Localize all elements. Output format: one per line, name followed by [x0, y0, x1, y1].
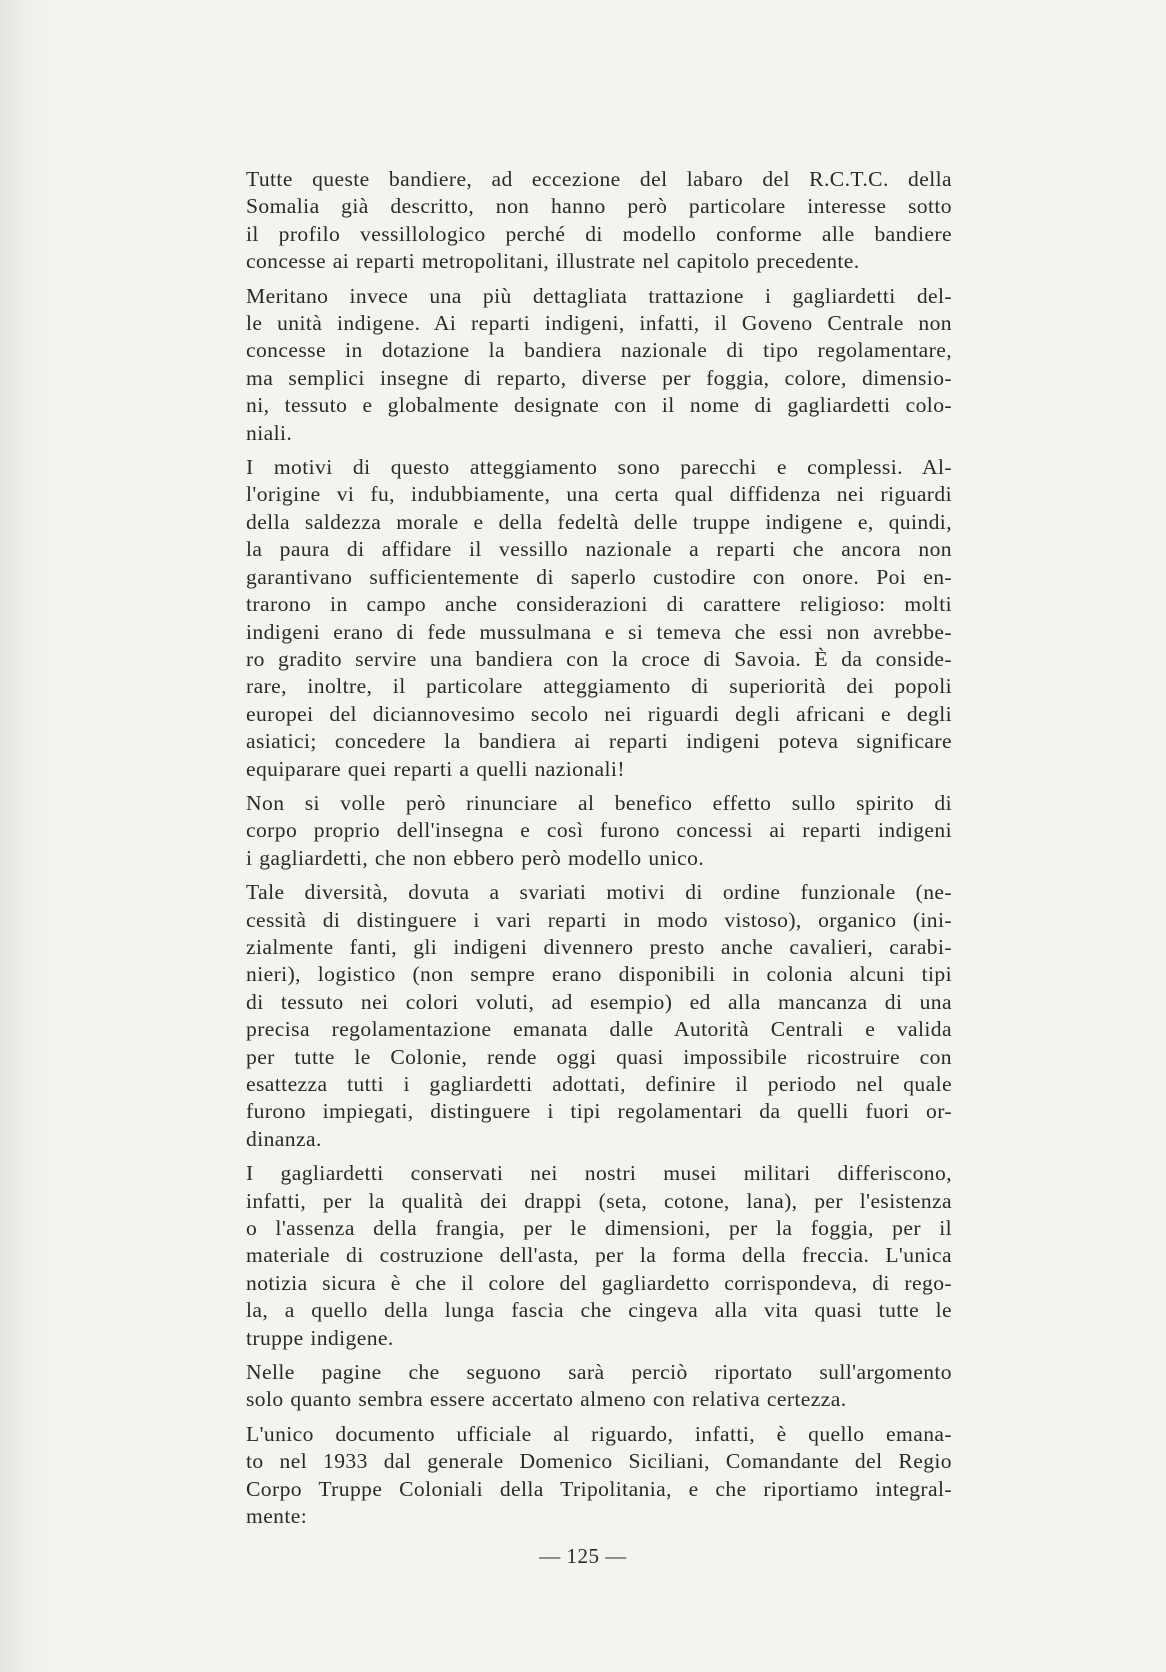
- text-line: rare, inoltre, il particolare atteggiamento di superiorità dei popoli: [246, 674, 952, 699]
- text-line: equiparare quei reparti a quelli nazionali!: [246, 756, 625, 781]
- text-line: cessità di distinguere i vari reparti in modo vistoso), organico (ini-: [246, 907, 952, 932]
- text-line: furono impiegati, distinguere i tipi regolamentari da quelli fuori or-: [246, 1099, 952, 1124]
- paragraph: [246, 1160, 952, 1352]
- text-line: Nelle pagine che seguono sarà perciò riportato sull'argomento: [246, 1360, 952, 1385]
- text-line: concesse ai reparti metropolitani, illustrate nel capitolo precedente.: [246, 249, 860, 274]
- text-line: ni, tessuto e globalmente designate con il nome di gagliardetti colo-: [246, 393, 952, 418]
- text-line: Non si volle però rinunciare al benefico effetto sullo spirito di: [246, 790, 952, 815]
- text-line: indigeni erano di fede mussulmana e si temeva che essi non avrebbe-: [246, 619, 952, 644]
- text-line: europei del diciannovesimo secolo nei riguardi degli africani e degli: [246, 701, 952, 726]
- text-line: l'origine vi fu, indubbiamente, una certa qual diffidenza nei riguardi: [246, 482, 952, 507]
- text-line: le unità indigene. Ai reparti indigeni, infatti, il Goveno Centrale non: [246, 311, 952, 336]
- text-line: per tutte le Colonie, rende oggi quasi impossibile ricostruire con: [246, 1044, 952, 1069]
- text-line: I motivi di questo atteggiamento sono parecchi e complessi. Al-: [246, 455, 952, 480]
- text-line: solo quanto sembra essere accertato almeno con relativa certezza.: [246, 1387, 847, 1412]
- text-line: mente:: [246, 1504, 308, 1529]
- text-line: truppe indigene.: [246, 1325, 394, 1350]
- paragraph: [246, 879, 952, 1153]
- text-line: Corpo Truppe Coloniali della Tripolitania, e che riportiamo integral-: [246, 1476, 952, 1501]
- text-line: zialmente fanti, gli indigeni divennero presto anche cavalieri, carabi-: [246, 934, 952, 959]
- text-line: della saldezza morale e della fedeltà delle truppe indigene e, quindi,: [246, 509, 952, 534]
- page-number: — 125 —: [539, 1544, 627, 1568]
- body-text: [246, 166, 952, 1538]
- text-line: niali.: [246, 420, 293, 445]
- text-line: infatti, per la qualità dei drappi (seta, cotone, lana), per l'esistenza: [246, 1188, 952, 1213]
- paragraph: [246, 283, 952, 447]
- paragraph: [246, 1421, 952, 1531]
- text-line: corpo proprio dell'insegna e così furono concessi ai reparti indigeni: [246, 818, 952, 843]
- text-line: materiale di costruzione dell'asta, per la forma della freccia. L'unica: [246, 1243, 952, 1268]
- text-line: trarono in campo anche considerazioni di carattere religioso: molti: [246, 592, 952, 617]
- text-line: concesse in dotazione la bandiera nazionale di tipo regolamentare,: [246, 338, 952, 363]
- text-line: ro gradito servire una bandiera con la croce di Savoia. È da conside-: [246, 646, 952, 671]
- text-line: esattezza tutti i gagliardetti adottati, definire il periodo nel quale: [246, 1072, 952, 1096]
- text-line: I gagliardetti conservati nei nostri musei militari differiscono,: [246, 1161, 952, 1186]
- text-line: o l'assenza della frangia, per le dimensioni, per la foggia, per il: [246, 1216, 952, 1241]
- text-line: asiatici; concedere la bandiera ai reparti indigeni poteva significare: [246, 729, 952, 754]
- text-line: Tutte queste bandiere, ad eccezione del labaro del R.C.T.C. della: [246, 167, 952, 191]
- text-line: Tale diversità, dovuta a svariati motivi di ordine funzionale (ne-: [246, 880, 952, 905]
- text-line: precisa regolamentazione emanata dalle Autorità Centrali e valida: [246, 1017, 952, 1042]
- text-line: la, a quello della lunga fascia che cingeva alla vita quasi tutte le: [246, 1298, 952, 1323]
- text-line: la paura di affidare il vessillo nazionale a reparti che ancora non: [246, 537, 952, 562]
- text-line: i gagliardetti, che non ebbero però modello unico.: [246, 845, 705, 870]
- text-line: notizia sicura è che il colore del gagliardetto corrispondeva, di rego-: [246, 1270, 952, 1295]
- text-line: Somalia già descritto, non hanno però particolare interesse sotto: [246, 194, 952, 219]
- text-line: il profilo vessillologico perché di modello conforme alle bandiere: [246, 221, 952, 246]
- text-line: ma semplici insegne di reparto, diverse per foggia, colore, dimensio-: [246, 365, 952, 390]
- text-line: to nel 1933 dal generale Domenico Siciliani, Comandante del Regio: [246, 1449, 952, 1474]
- text-line: Meritano invece una più dettagliata trattazione i gagliardetti del-: [246, 283, 952, 308]
- paragraph: [246, 166, 952, 276]
- text-line: L'unico documento ufficiale al riguardo, infatti, è quello emana-: [246, 1421, 952, 1446]
- text-line: di tessuto nei colori voluti, ad esempio) ed alla mancanza di una: [246, 989, 952, 1014]
- paragraph: [246, 1359, 952, 1414]
- text-line: nieri), logistico (non sempre erano disponibili in colonia alcuni tipi: [246, 962, 952, 987]
- paragraph: [246, 790, 952, 872]
- text-line: garantivano sufficientemente di saperlo custodire con onore. Poi en-: [246, 564, 952, 589]
- text-line: dinanza.: [246, 1126, 322, 1151]
- paragraph: [246, 454, 952, 783]
